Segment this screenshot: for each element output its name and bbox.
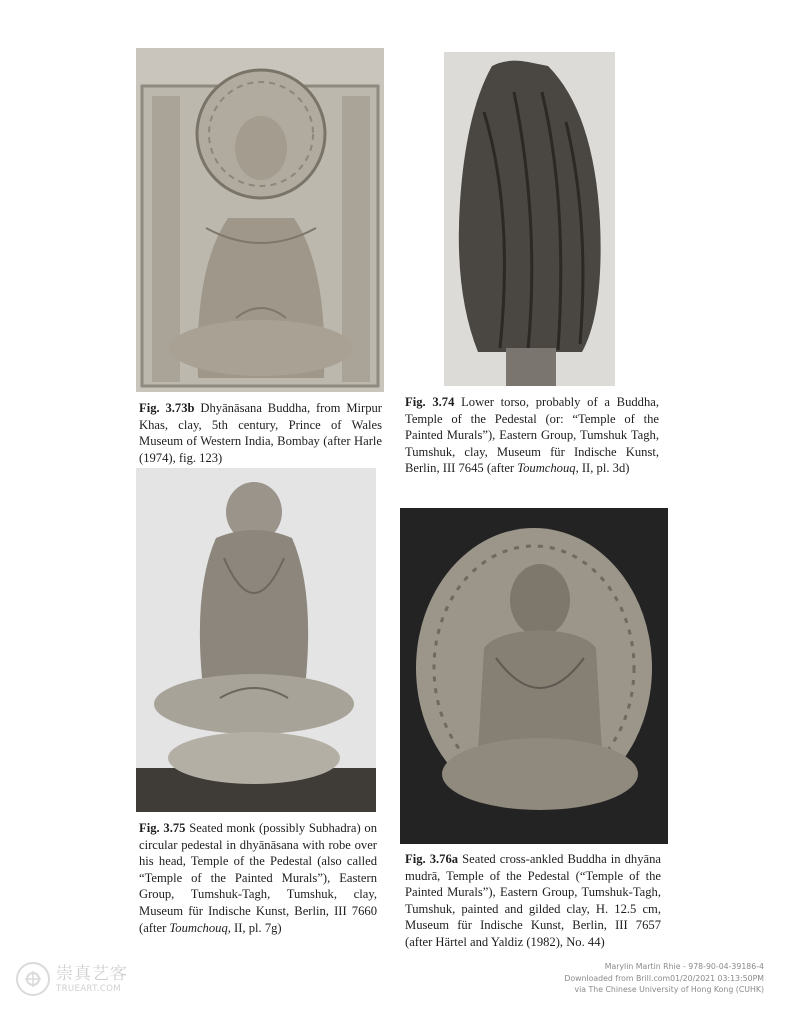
watermark-logo-icon <box>16 962 50 996</box>
caption-text: Lower torso, probably of a Buddha, Temple of the Pedestal (or: “Temple of the Painted Murals”), Eastern Group, Tumshuk Tagh, Tumshuk, clay, Museum für Indische Kunst, Berlin, III 7645 (after <box>405 395 659 476</box>
footer-line-via: via The Chinese University of Hong Kong (CUHK) <box>574 985 764 994</box>
watermark-en: TRUEART.COM <box>56 983 122 994</box>
fig-label: Fig. 3.74 <box>405 395 455 409</box>
caption-italic: Toumchouq, <box>517 461 579 476</box>
footer-line-download: Downloaded from Brill.com01/20/2021 03:13:50PM <box>564 973 764 983</box>
caption-text: Seated monk (possibly Subhadra) on circular pedestal in dhyānāsana with robe over his head, Temple of the Pedestal (also called “Temple of the Painted Murals”), Eastern Group, Tumshuk-Tagh, Tumshuk, clay, Museum für Indische Kunst, Berlin, III 7660 (after <box>139 821 378 935</box>
photo-fig-3-74 <box>444 52 615 386</box>
fig-label: Fig. 3.73b <box>139 401 195 415</box>
caption-fig-3-75 <box>139 820 377 936</box>
photo-fig-3-76a <box>400 508 668 844</box>
footer-line-author: Marylin Martin Rhie - 978-90-04-39186-4 <box>604 962 764 971</box>
photo-fig-3-73b <box>136 48 384 392</box>
caption-text-after: II, pl. 3d) <box>578 461 630 476</box>
download-footer <box>564 961 764 996</box>
watermark-cn: 崇真艺客 <box>56 963 128 984</box>
caption-text: Seated cross-ankled Buddha in dhyāna mudrā, Temple of the Pedestal (“Temple of the Painted Murals”), Eastern Group, Tumshuk-Tagh, Tumshuk, painted and gilded clay, H. 12.5 cm, Museum für Indische Kunst, Berlin, III 7657 (after Härtel and Yaldiz (1982), No. 44) <box>405 852 662 949</box>
fig-label: Fig. 3.75 <box>139 821 186 835</box>
caption-italic: Toumchouq, <box>169 920 231 935</box>
caption-fig-3-74 <box>405 394 659 477</box>
photo-fig-3-75 <box>136 468 376 812</box>
caption-text-after: II, pl. 7g) <box>230 920 282 935</box>
watermark <box>16 962 128 996</box>
caption-text: Dhyānāsana Buddha, from Mirpur Khas, clay, 5th century, Prince of Wales Museum of Western India, Bombay (after Harle (1974), fig. 123) <box>139 401 382 465</box>
fig-label: Fig. 3.76a <box>405 852 459 866</box>
caption-fig-3-73b <box>139 400 382 466</box>
caption-fig-3-76a <box>405 851 661 951</box>
